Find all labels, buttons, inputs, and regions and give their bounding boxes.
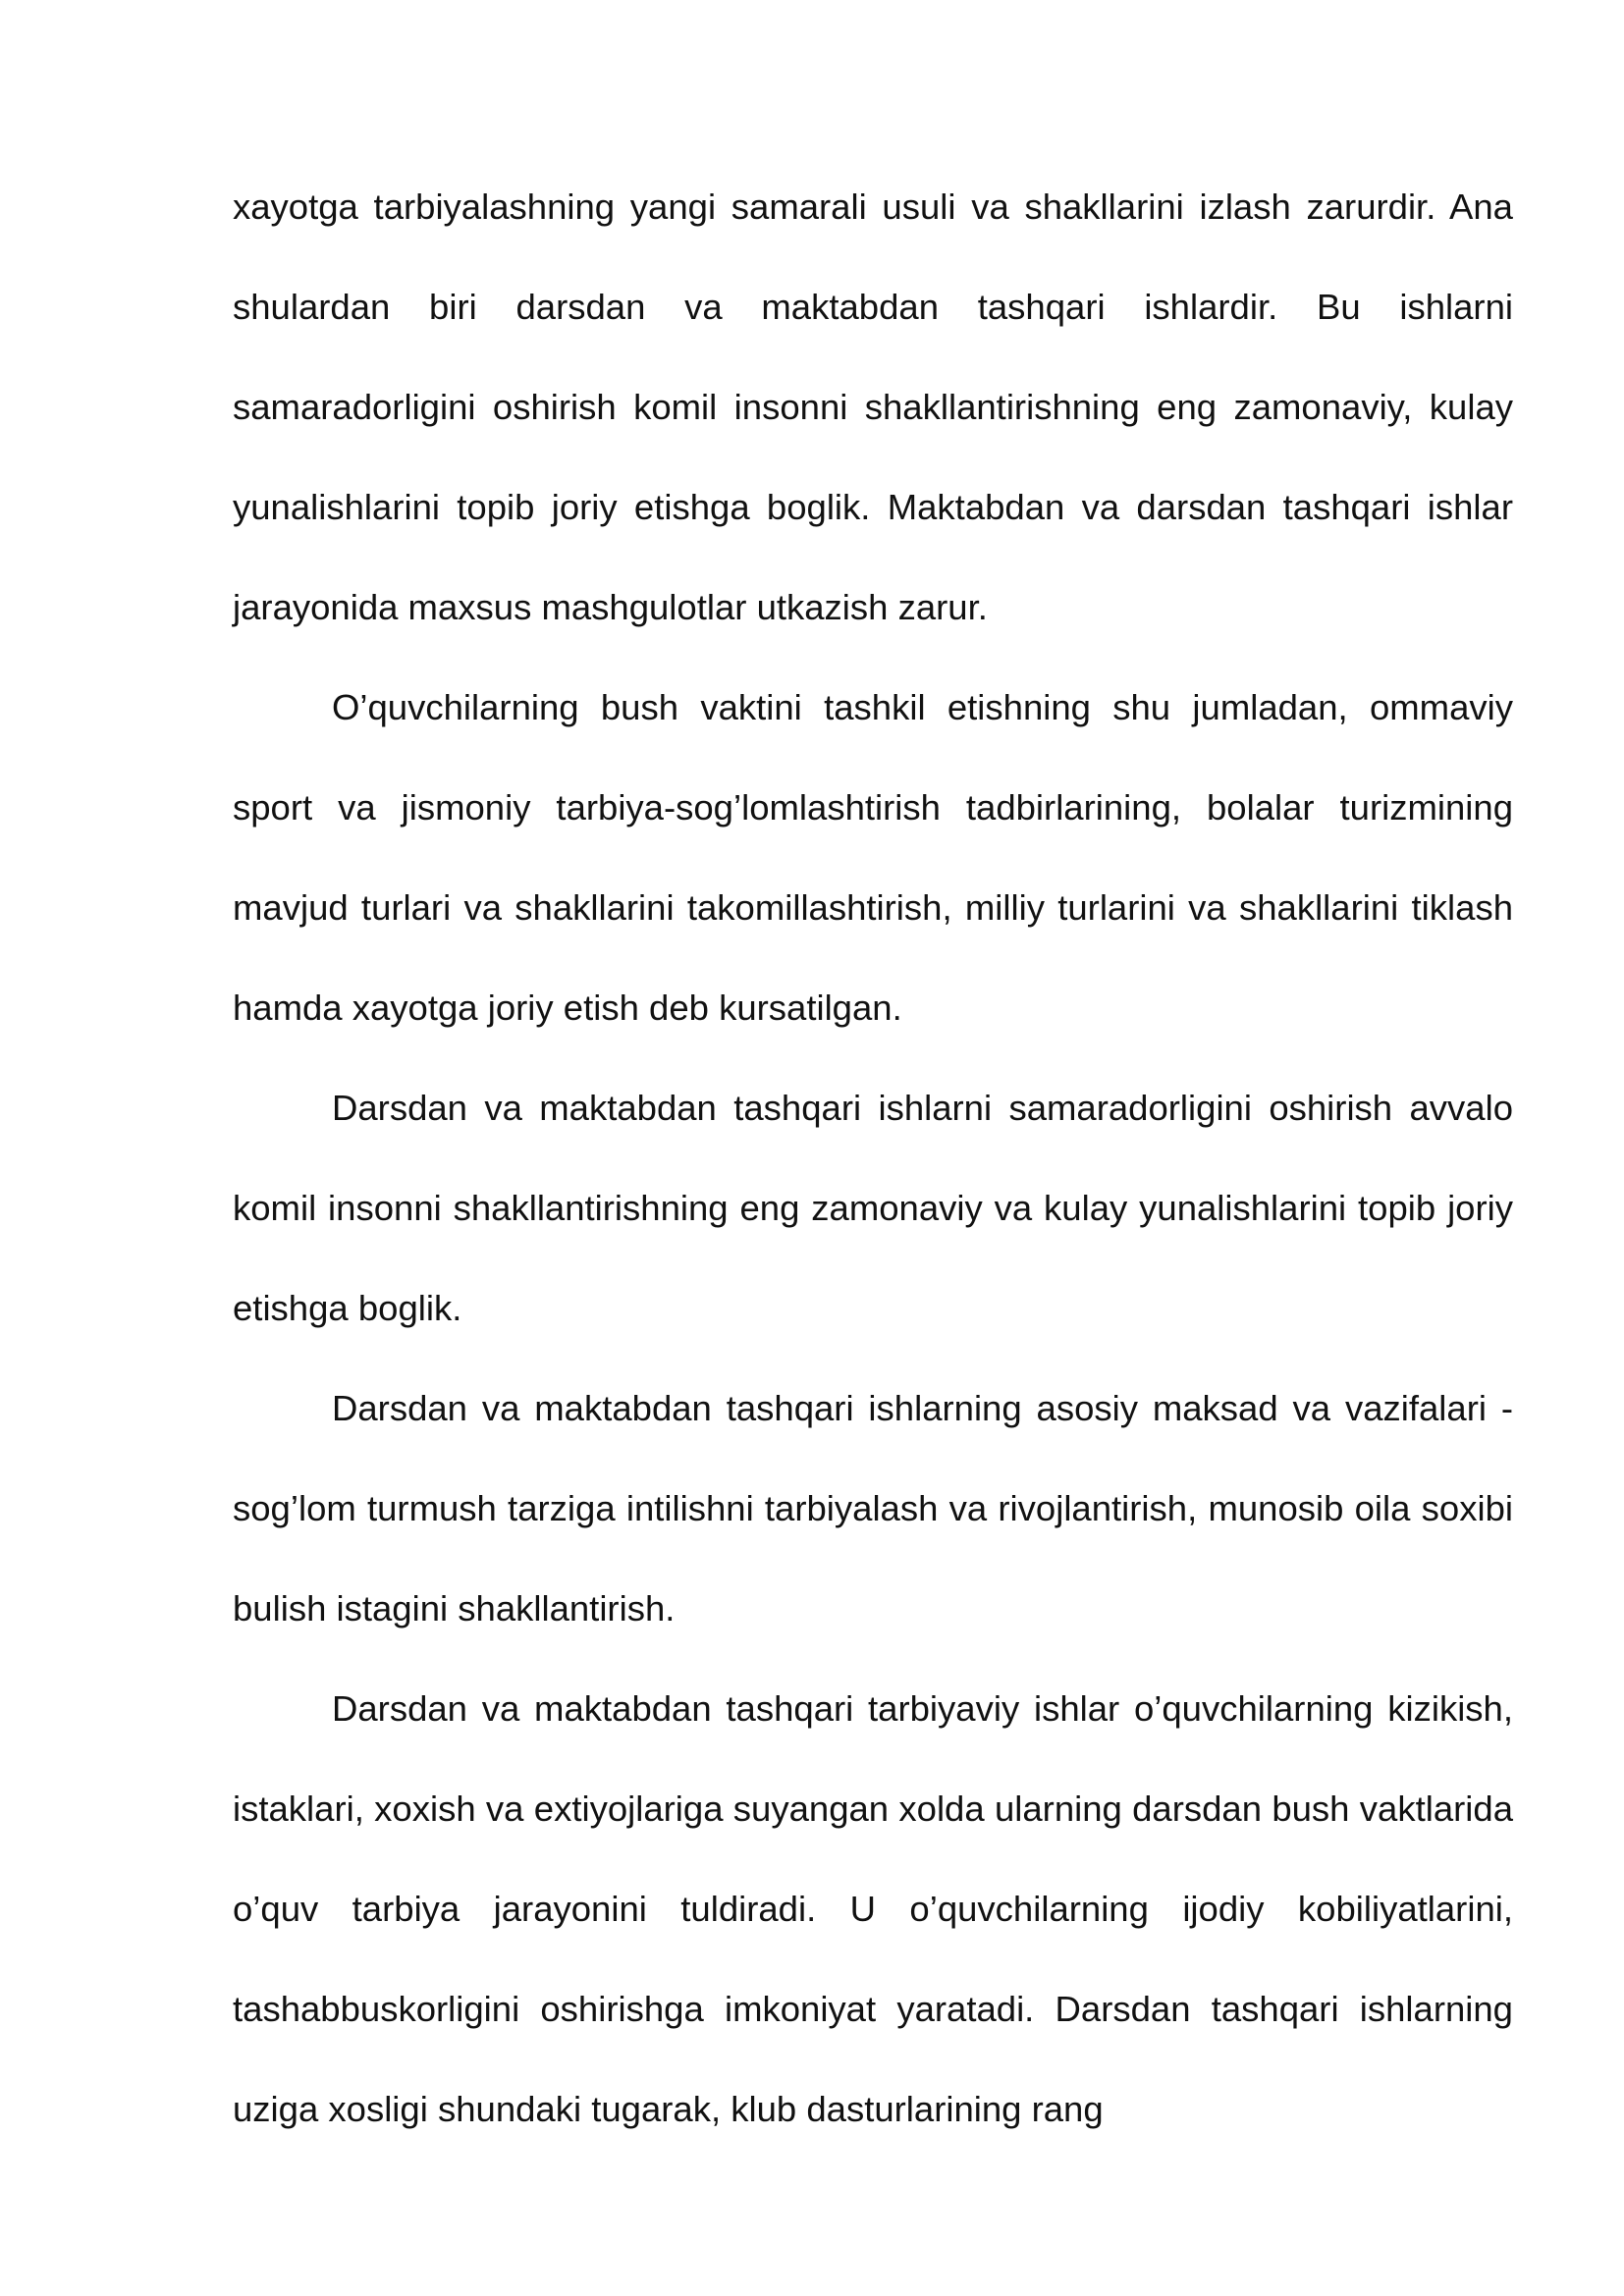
body-text [233, 157, 1513, 2160]
paragraph-2: O’quvchilarning bush vaktini tashkil etishning shu jumladan, ommaviy sport va jismoniy tarbiya-sog’lomlashtirish tadbirlarining, bolalar turizmining mavjud turlari va shakllarini takomillashtirish, milliy turlarini va shakllarini tiklash hamda xayotga joriy etish deb kursatilgan. [233, 687, 1513, 1028]
paragraph-4: Darsdan va maktabdan tashqari ishlarning asosiy maksad va vazifalari - sog’lom turmush tarziga intilishni tarbiyalash va rivojlantirish, munosib oila soxibi bulish istagini shakllantirish. [233, 1388, 1513, 1629]
paragraph-3: Darsdan va maktabdan tashqari ishlarni samaradorligini oshirish avvalo komil insonni shakllantirishning eng zamonaviy va kulay yunalishlarini topib joriy etishga boglik. [233, 1088, 1513, 1328]
paragraph-1: xayotga tarbiyalashning yangi samarali usuli va shakllarini izlash zarurdir. Ana shulardan biri darsdan va maktabdan tashqari ishlardir. Bu ishlarni samaradorligini oshirish komil insonni shakllantirishning eng zamonaviy, kulay yunalishlarini topib joriy etishga boglik. Maktabdan va darsdan tashqari ishlar jarayonida maxsus mashgulotlar utkazish zarur. [233, 187, 1513, 627]
paragraph-5: Darsdan va maktabdan tashqari tarbiyaviy ishlar o’quvchilarning kizikish, istaklari, xoxish va extiyojlariga suyangan xolda ularning darsdan bush vaktlarida o’quv tarbiya jarayonini tuldiradi. U o’quvchilarning ijodiy kobiliyatlarini, tashabbuskorligini oshirishga imkoniyat yaratadi. Darsdan tashqari ishlarning uziga xosligi shundaki tugarak, klub dasturlarining rang [233, 1688, 1513, 2129]
